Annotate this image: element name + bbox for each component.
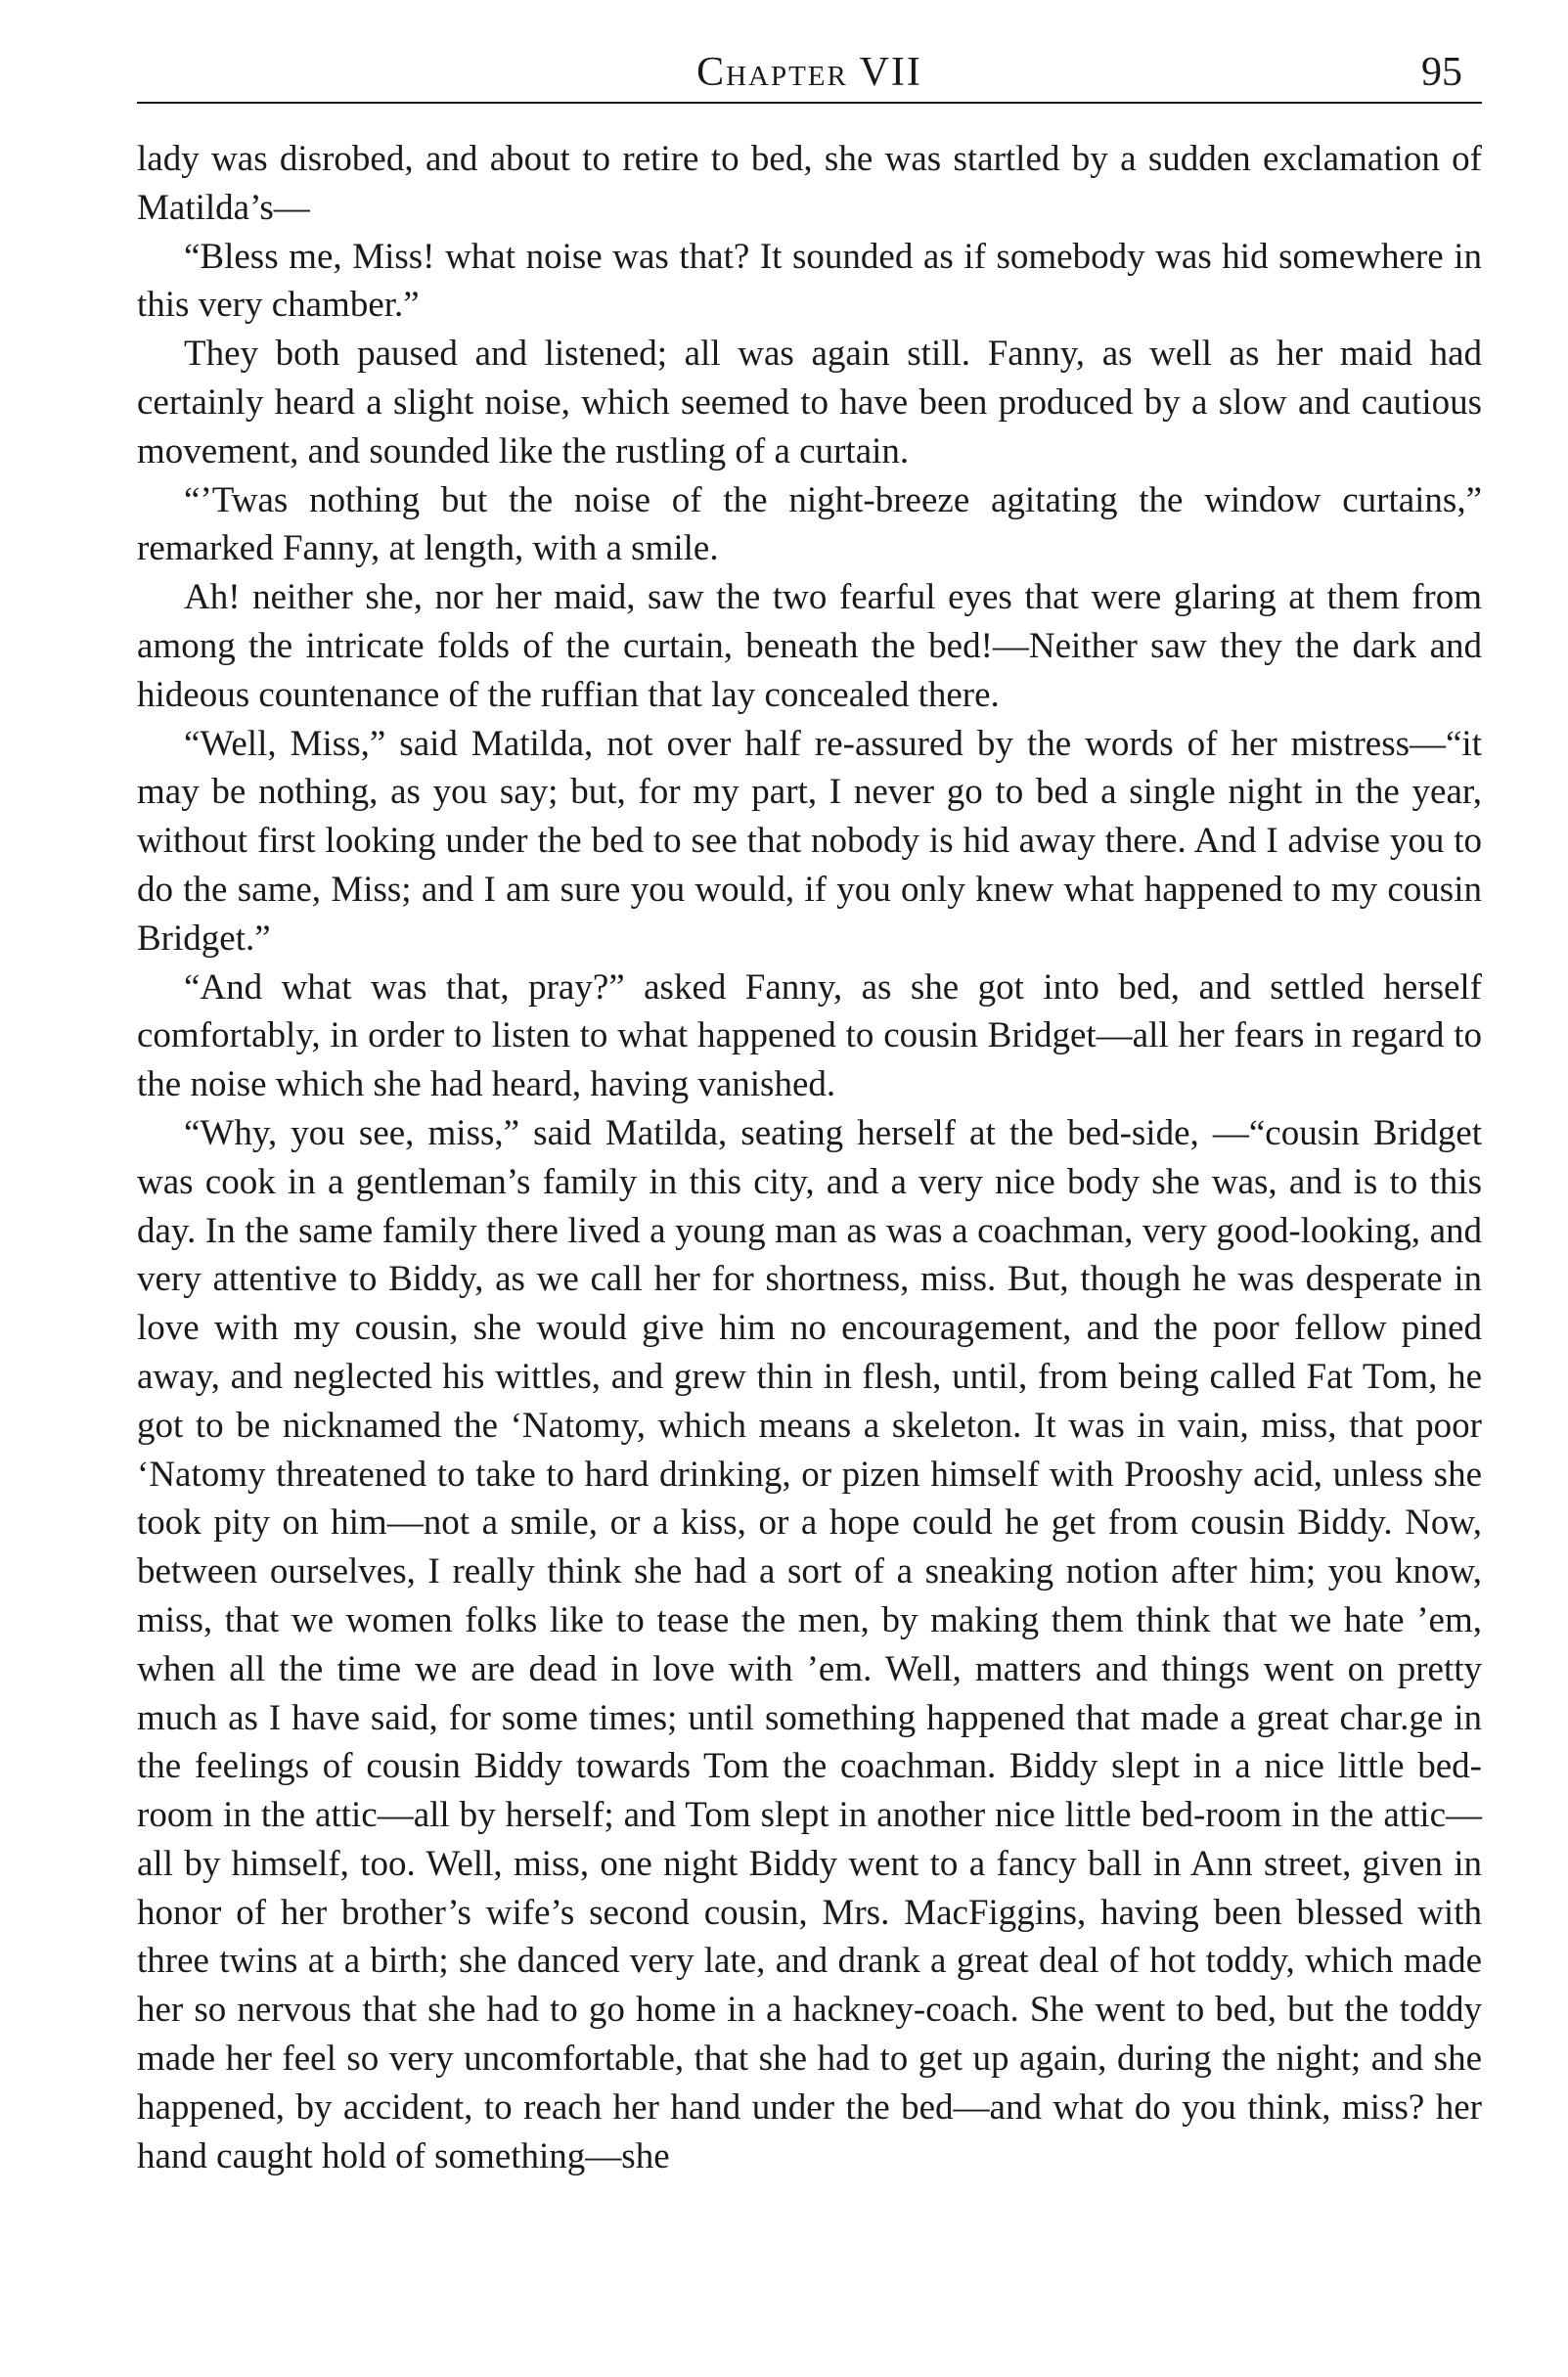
paragraph-4: “’Twas nothing but the noise of the night-breeze agitating the window curtains,” remarked Fanny, at length, with a smile. bbox=[137, 479, 1482, 569]
header-rule bbox=[137, 102, 1482, 104]
running-head bbox=[137, 47, 1482, 106]
paragraph-2: “Bless me, Miss! what noise was that? It sounded as if somebody was hid somewhere in this very chamber.” bbox=[137, 236, 1482, 326]
chapter-title: Chapter VII bbox=[696, 50, 922, 95]
body-text bbox=[137, 135, 1482, 2180]
paragraph-6: “Well, Miss,” said Matilda, not over half re-assured by the words of her mistress—“it may be nothing, as you say; but, for my part, I never go to bed a single night in the year, without first looking under the bed to see that nobody is hid away there. And I advise you to do the same, Miss; and I am sure you would, if you only knew what happened to my cousin Bridget.” bbox=[137, 723, 1482, 959]
page-number: 95 bbox=[1421, 50, 1462, 95]
paragraph-3: They both paused and listened; all was again still. Fanny, as well as her maid had certainly heard a slight noise, which seemed to have been produced by a slow and cautious movement, and sounded like the rustling of a curtain. bbox=[137, 334, 1482, 471]
paragraph-7: “And what was that, pray?” asked Fanny, as she got into bed, and settled herself comfortably, in order to listen to what happened to cousin Bridget—all her fears in regard to the noise which she had heard, having vanished. bbox=[137, 966, 1482, 1105]
paragraph-8: “Why, you see, miss,” said Matilda, seating herself at the bed-side, —“cousin Bridget was cook in a gentleman’s family in this city, and a very nice body she was, and is to this day. In the same family there lived a young man as was a coachman, very good-looking, and very attentive to Biddy, as we call her for shortness, miss. But, though he was desperate in love with my cousin, she would give him no encouragement, and the poor fellow pined away, and neglected his wittles, and grew thin in flesh, until, from being called Fat Tom, he got to be nicknamed the ‘Natomy, which means a skeleton. It was in vain, miss, that poor ‘Natomy threatened to take to hard drinking, or pizen himself with Prooshy acid, unless she took pity on him—not a smile, or a kiss, or a hope could he get from cousin Biddy. Now, between ourselves, I really think she had a sort of a sneaking notion after him; you know, miss, that we women folks like to tease the men, by making them think that we hate ’em, when all the time we are dead in love with ’em. Well, matters and things went on pretty much as I have said, for some times; until something happened that made a great char.ge in the feelings of cousin Biddy towards Tom the coachman. Biddy slept in a nice little bed-room in the attic—all by herself; and Tom slept in another nice little bed-room in the attic—all by himself, too. Well, miss, one night Biddy went to a fancy ball in Ann street, given in honor of her brother’s wife’s second cousin, Mrs. MacFiggins, having been blessed with three twins at a birth; she danced very late, and drank a great deal of hot toddy, which made her so nervous that she had to go home in a hackney-coach. She went to bed, but the toddy made her feel so very uncomfortable, that she had to get up again, during the night; and she happened, by accident, to reach her hand under the bed—and what do you think, miss? her hand caught hold of something—she bbox=[137, 1112, 1482, 2176]
paragraph-5: Ah! neither she, nor her maid, saw the two fearful eyes that were glaring at them from among the intricate folds of the curtain, beneath the bed!—Neither saw they the dark and hideous countenance of the ruffian that lay concealed there. bbox=[137, 577, 1482, 715]
paragraph-1: lady was disrobed, and about to retire to bed, she was startled by a sudden exclamation of Matilda’s— bbox=[137, 139, 1482, 228]
